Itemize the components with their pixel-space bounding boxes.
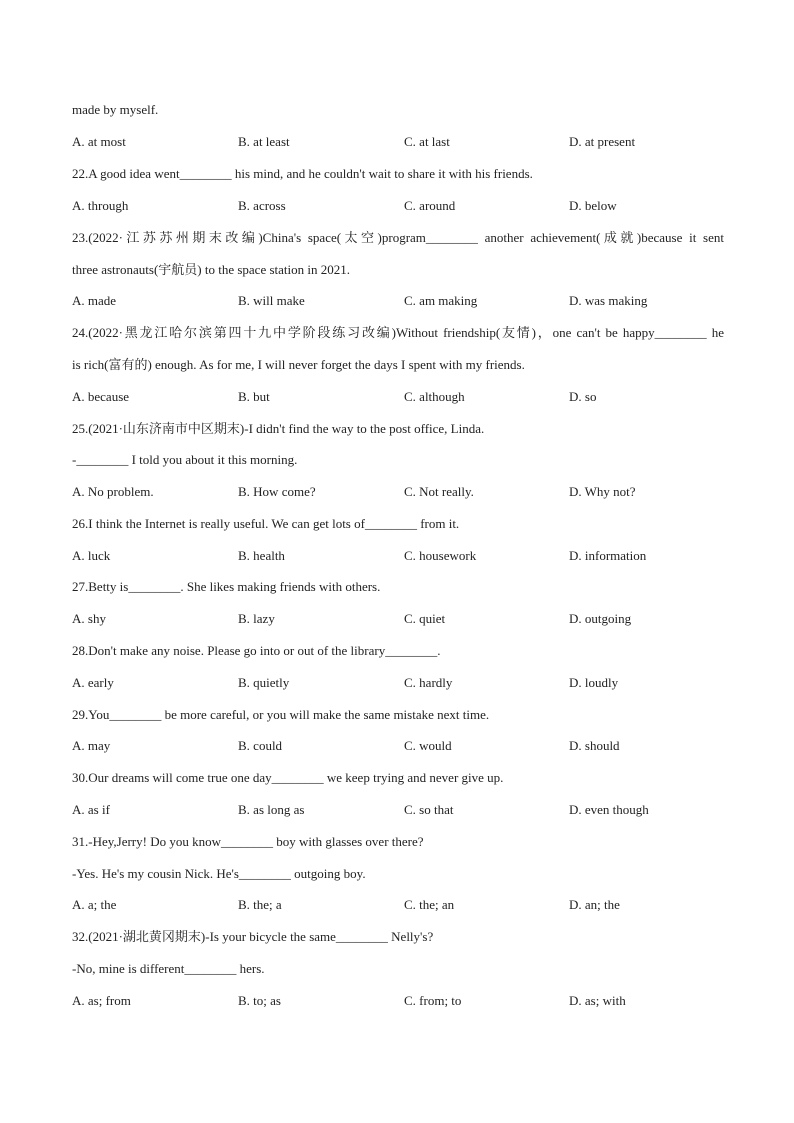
option-d: D. at present (569, 134, 636, 149)
option-a: A. at most (72, 134, 126, 149)
option-a: A. shy (72, 611, 106, 626)
question-26-stem: 26.I think the Internet is really useful. We can get lots of________ from it. (72, 516, 460, 531)
option-b: B. across (238, 198, 286, 213)
option-c: C. around (404, 198, 456, 213)
question-21-options (72, 134, 732, 150)
option-a: A. made (72, 293, 117, 308)
option-d: D. even though (569, 802, 649, 817)
question-21-stem-end: made by myself. (72, 102, 159, 117)
option-d: D. should (569, 738, 620, 753)
option-b: B. at least (238, 134, 290, 149)
option-c: C. hardly (404, 675, 453, 690)
question-23-stem-cont: three astronauts(宇航员) to the space station in 2021. (72, 262, 350, 277)
option-a: A. luck (72, 548, 111, 563)
option-b: B. will make (238, 293, 305, 308)
option-b: B. could (238, 738, 283, 753)
question-32-stem: 32.(2021·湖北黄冈期末)-Is your bicycle the same________ Nelly's? (72, 929, 434, 944)
option-d: D. an; the (569, 897, 620, 912)
option-d: D. so (569, 389, 597, 404)
option-d: D. information (569, 548, 647, 563)
question-30-options (72, 802, 732, 818)
option-b: B. quietly (238, 675, 290, 690)
question-32-reply: -No, mine is different________ hers. (72, 961, 265, 976)
option-c: C. would (404, 738, 452, 753)
option-a: A. as; from (72, 993, 131, 1008)
option-a: A. a; the (72, 897, 117, 912)
question-26-options (72, 548, 732, 564)
option-a: A. as if (72, 802, 110, 817)
question-28-options (72, 675, 732, 691)
question-31-reply: -Yes. He's my cousin Nick. He's________ outgoing boy. (72, 866, 366, 881)
option-b: B. How come? (238, 484, 316, 499)
question-25-stem: 25.(2021·山东济南市中区期末)-I didn't find the way to the post office, Linda. (72, 421, 485, 436)
option-d: D. was making (569, 293, 648, 308)
question-31-options (72, 897, 732, 913)
option-d: D. outgoing (569, 611, 632, 626)
question-30-stem: 30.Our dreams will come true one day________ we keep trying and never give up. (72, 770, 504, 785)
question-23-stem: 23.(2022·江苏苏州期末改编)China's space(太空)program________ another achievement(成就)because it sent (72, 230, 724, 245)
question-29-stem: 29.You________ be more careful, or you will make the same mistake next time. (72, 707, 490, 722)
question-27-options (72, 611, 732, 627)
option-d: D. below (569, 198, 617, 213)
question-32-options (72, 993, 732, 1009)
question-24-stem-cont: is rich(富有的) enough. As for me, I will never forget the days I spent with my friends. (72, 357, 525, 372)
question-22-options (72, 198, 732, 214)
option-a: A. No problem. (72, 484, 154, 499)
option-d: D. loudly (569, 675, 619, 690)
option-a: A. early (72, 675, 114, 690)
question-31-stem: 31.-Hey,Jerry! Do you know________ boy with glasses over there? (72, 834, 424, 849)
option-b: B. but (238, 389, 270, 404)
option-a: A. because (72, 389, 130, 404)
question-27-stem: 27.Betty is________. She likes making friends with others. (72, 579, 381, 594)
question-25-options (72, 484, 732, 500)
option-c: C. the; an (404, 897, 455, 912)
option-b: B. lazy (238, 611, 275, 626)
option-c: C. so that (404, 802, 454, 817)
question-28-stem: 28.Don't make any noise. Please go into or out of the library________. (72, 643, 441, 658)
question-23-options (72, 293, 732, 309)
option-c: C. am making (404, 293, 478, 308)
option-c: C. Not really. (404, 484, 474, 499)
question-29-options (72, 738, 732, 754)
question-25-reply: -________ I told you about it this morning. (72, 452, 298, 467)
option-b: B. as long as (238, 802, 305, 817)
option-a: A. through (72, 198, 129, 213)
option-d: D. as; with (569, 993, 626, 1008)
option-b: B. to; as (238, 993, 281, 1008)
option-c: C. at last (404, 134, 450, 149)
option-c: C. although (404, 389, 465, 404)
question-24-stem: 24.(2022·黑龙江哈尔滨第四十九中学阶段练习改编)Without friendship(友情)，one can't be happy________ he (72, 325, 724, 340)
question-24-options (72, 389, 732, 405)
option-b: B. health (238, 548, 285, 563)
question-22-stem: 22.A good idea went________ his mind, and he couldn't wait to share it with his friends. (72, 166, 533, 181)
option-b: B. the; a (238, 897, 282, 912)
option-a: A. may (72, 738, 111, 753)
option-c: C. quiet (404, 611, 446, 626)
option-c: C. from; to (404, 993, 462, 1008)
option-c: C. housework (404, 548, 477, 563)
option-d: D. Why not? (569, 484, 636, 499)
